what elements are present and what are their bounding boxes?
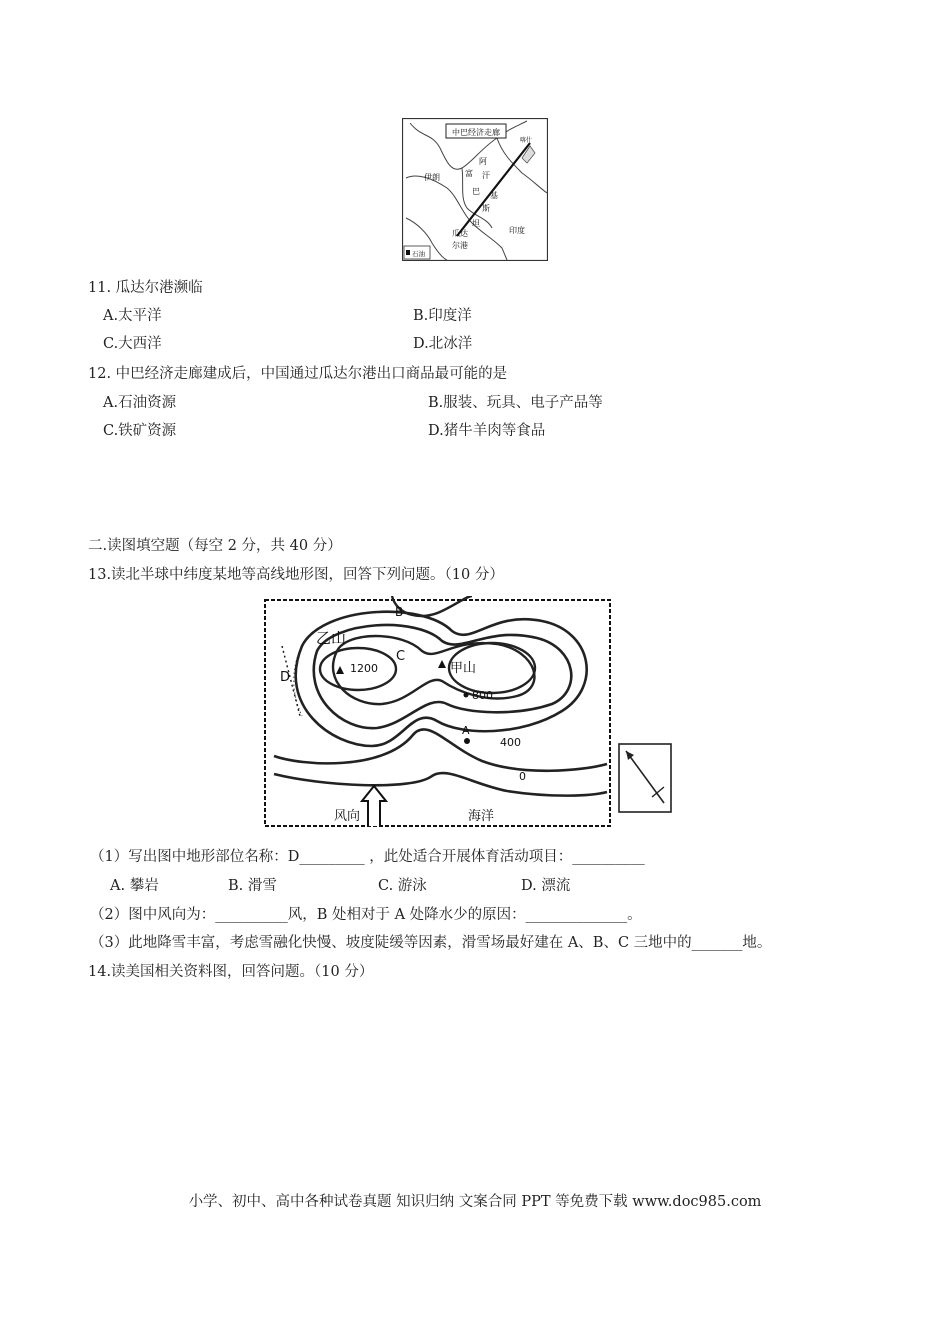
- q12-option-b[interactable]: B.服装、玩具、电子产品等: [428, 395, 603, 411]
- q13-sub3: （3）此地降雪丰富，考虑雪融化快慢、坡度陡缓等因素，滑雪场最好建在 A、B、C 三地中的_______地。: [90, 935, 772, 951]
- q12-option-a[interactable]: A.石油资源: [103, 395, 177, 411]
- q13-sub1-option-a[interactable]: A. 攀岩: [110, 878, 159, 894]
- q12-stem: 12. 中巴经济走廊建成后，中国通过瓜达尔港出口商品最可能的是: [88, 366, 508, 382]
- q13-sub2: （2）图中风向为：__________风，B 处相对于 A 处降水少的原因：______________。: [90, 907, 642, 923]
- label-0: 0: [519, 770, 526, 783]
- label-a: A: [462, 724, 470, 737]
- q13-sub1-option-c[interactable]: C. 游泳: [378, 878, 427, 894]
- q11-option-b[interactable]: B.印度洋: [413, 308, 472, 324]
- q11-stem: 11. 瓜达尔港濒临: [88, 280, 203, 296]
- label-400: 400: [500, 736, 521, 749]
- label-afghanistan-1: 阿: [479, 157, 487, 166]
- q13-sub1: （1）写出图中地形部位名称：D_________ ，此处适合开展体育活动项目：__________: [90, 849, 645, 865]
- label-afghanistan-2: 富: [465, 169, 473, 178]
- q14-stem: 14.读美国相关资料图，回答问题。（10 分）: [88, 964, 374, 980]
- q12-option-c[interactable]: C.铁矿资源: [103, 423, 177, 439]
- q12-option-d[interactable]: D.猪牛羊肉等食品: [428, 423, 546, 439]
- label-ocean: 海洋: [468, 809, 495, 824]
- label-b: B: [395, 605, 404, 619]
- q11-option-c[interactable]: C.大西洋: [103, 336, 162, 352]
- q13-stem: 13.读北半球中纬度某地等高线地形图，回答下列问题。（10 分）: [88, 567, 504, 583]
- q13-sub1-option-d[interactable]: D. 漂流: [521, 878, 571, 894]
- label-c: C: [396, 649, 406, 664]
- corridor-map: [402, 118, 548, 261]
- q13-sub1-option-b[interactable]: B. 滑雪: [228, 878, 277, 894]
- label-afghanistan-3: 汗: [482, 171, 490, 180]
- label-1200: 1200: [350, 662, 378, 675]
- label-pakistan-1: 巴: [472, 187, 480, 196]
- label-jia-shan: 甲山: [450, 661, 477, 676]
- legend-oil-icon: [406, 250, 410, 255]
- q11-option-d[interactable]: D.北冰洋: [413, 336, 473, 352]
- section2-title: 二.读图填空题（每空 2 分，共 40 分）: [88, 538, 342, 554]
- label-gwadar-2: 尔港: [452, 241, 468, 250]
- label-kashgar: 喀什: [520, 137, 533, 144]
- legend-oil: 石油: [412, 250, 425, 258]
- label-pakistan-3: 斯: [482, 204, 490, 213]
- label-pakistan-2: 基: [490, 191, 498, 200]
- label-yi-shan: 乙山: [316, 629, 347, 647]
- corridor-map-title: 中巴经济走廊: [452, 128, 500, 137]
- page-footer: 小学、初中、高中各种试卷真题 知识归纳 文案合同 PPT 等免费下载 www.doc985.com: [188, 1194, 762, 1210]
- label-gwadar-1: 瓜达: [452, 229, 468, 238]
- q11-option-a[interactable]: A.太平洋: [103, 308, 162, 324]
- label-d: D: [280, 670, 291, 685]
- label-india: 印度: [509, 226, 525, 235]
- label-iran: 伊朗: [424, 173, 440, 182]
- label-pakistan-4: 坦: [472, 219, 480, 228]
- label-800: 800: [472, 689, 493, 702]
- label-wind: 风向: [334, 809, 361, 824]
- compass-inset: [618, 743, 672, 813]
- contour-map: [262, 596, 614, 830]
